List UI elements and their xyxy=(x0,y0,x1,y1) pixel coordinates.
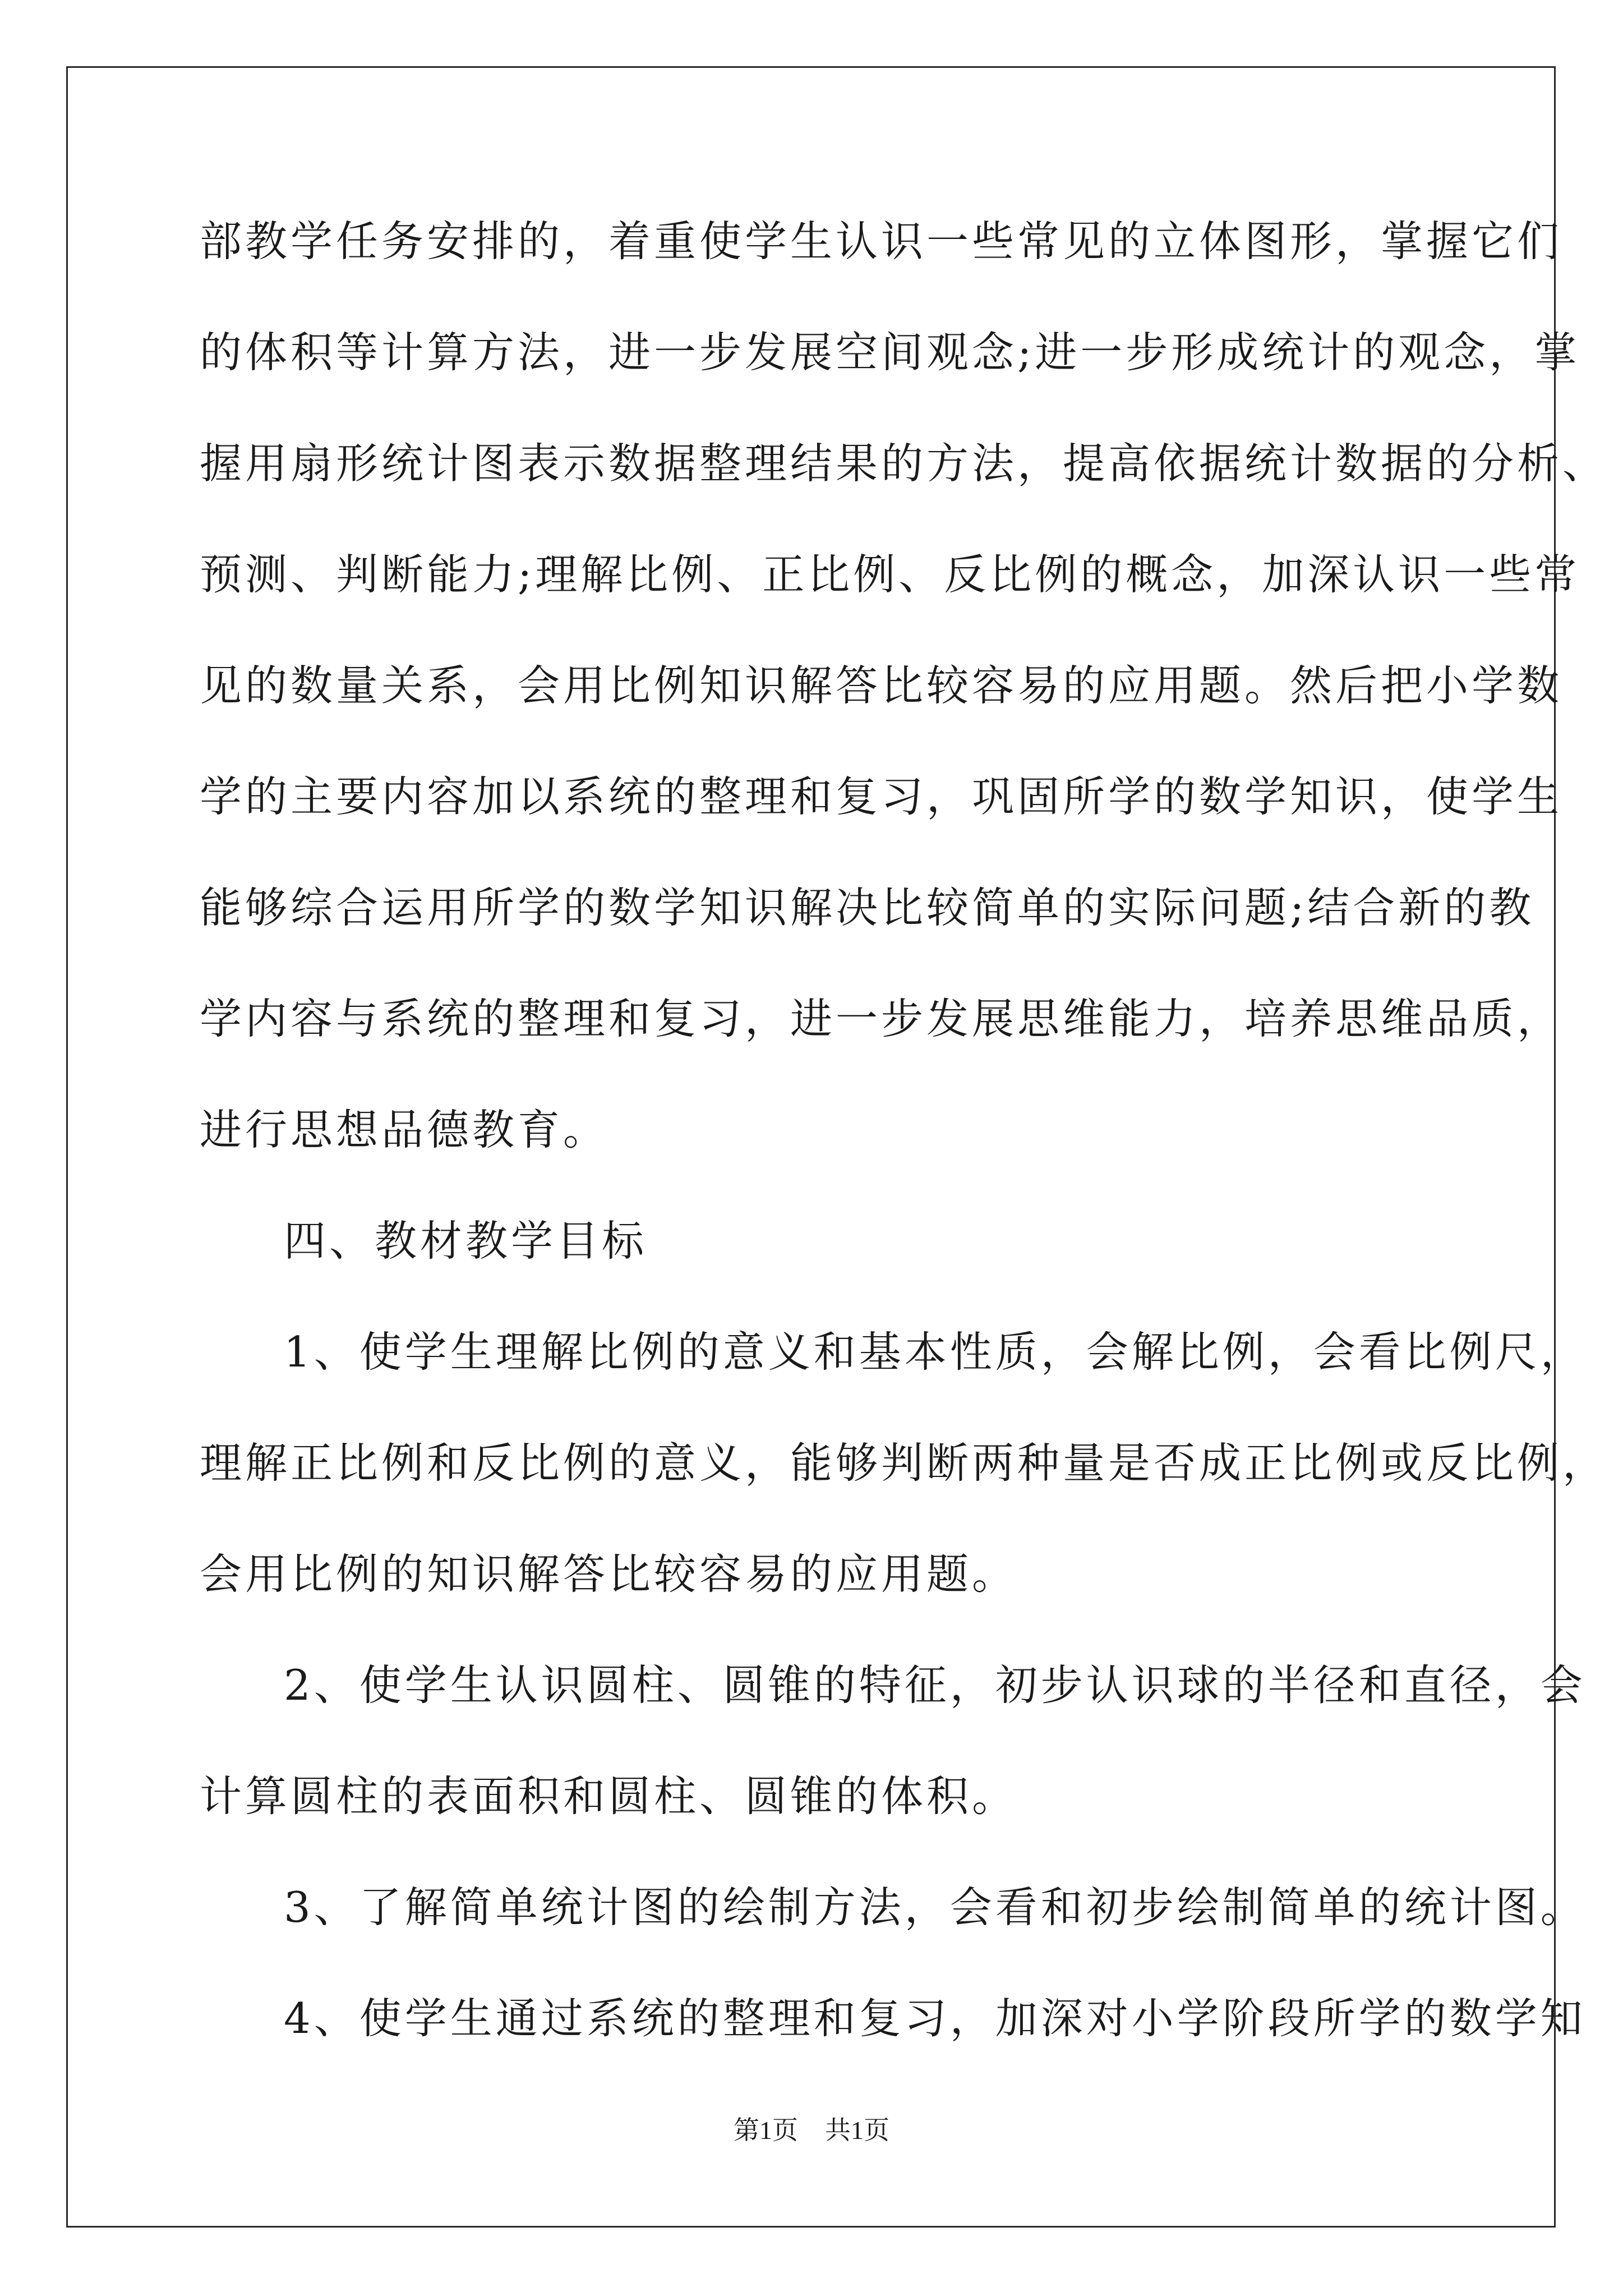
text-line: 部教学任务安排的，着重使学生认识一些常见的立体图形，掌握它们 xyxy=(200,217,1563,266)
list-item: 4、使学生通过系统的整理和复习，加深对小学阶段所学的数学知 xyxy=(284,1994,1586,2043)
text-line: 进行思想品德教育。 xyxy=(200,1105,609,1154)
text-line: 能够综合运用所学的数学知识解决比较简单的实际问题;结合新的教 xyxy=(200,883,1535,932)
text-line: 见的数量关系，会用比例知识解答比较容易的应用题。然后把小学数 xyxy=(200,661,1563,710)
section-heading: 四、教材教学目标 xyxy=(284,1216,648,1266)
text-line: 会用比例的知识解答比较容易的应用题。 xyxy=(200,1549,1018,1599)
text-line: 学内容与系统的整理和复习，进一步发展思维能力，培养思维品质， xyxy=(200,994,1563,1043)
text-line: 学的主要内容加以系统的整理和复习，巩固所学的数学知识，使学生 xyxy=(200,772,1563,821)
page-total: 共1页 xyxy=(825,2116,889,2145)
text-line: 计算圆柱的表面积和圆柱、圆锥的体积。 xyxy=(200,1772,1018,1821)
page-footer xyxy=(0,2114,1623,2147)
text-line: 理解正比例和反比例的意义，能够判断两种量是否成正比例或反比例， xyxy=(200,1438,1608,1488)
list-item: 1、使学生理解比例的意义和基本性质，会解比例，会看比例尺， xyxy=(284,1327,1586,1377)
page-number: 第1页 xyxy=(734,2116,798,2145)
list-item: 3、了解简单统计图的绘制方法，会看和初步绘制简单的统计图。 xyxy=(284,1883,1586,1932)
text-line: 预测、判断能力;理解比例、正比例、反比例的概念，加深认识一些常 xyxy=(200,550,1580,599)
text-line: 握用扇形统计图表示数据整理结果的方法，提高依据统计数据的分析、 xyxy=(200,439,1608,488)
list-item: 2、使学生认识圆柱、圆锥的特征，初步认识球的半径和直径，会 xyxy=(284,1660,1586,1710)
document-body xyxy=(200,213,1608,2046)
text-line: 的体积等计算方法，进一步发展空间观念;进一步形成统计的观念，掌 xyxy=(200,328,1580,377)
